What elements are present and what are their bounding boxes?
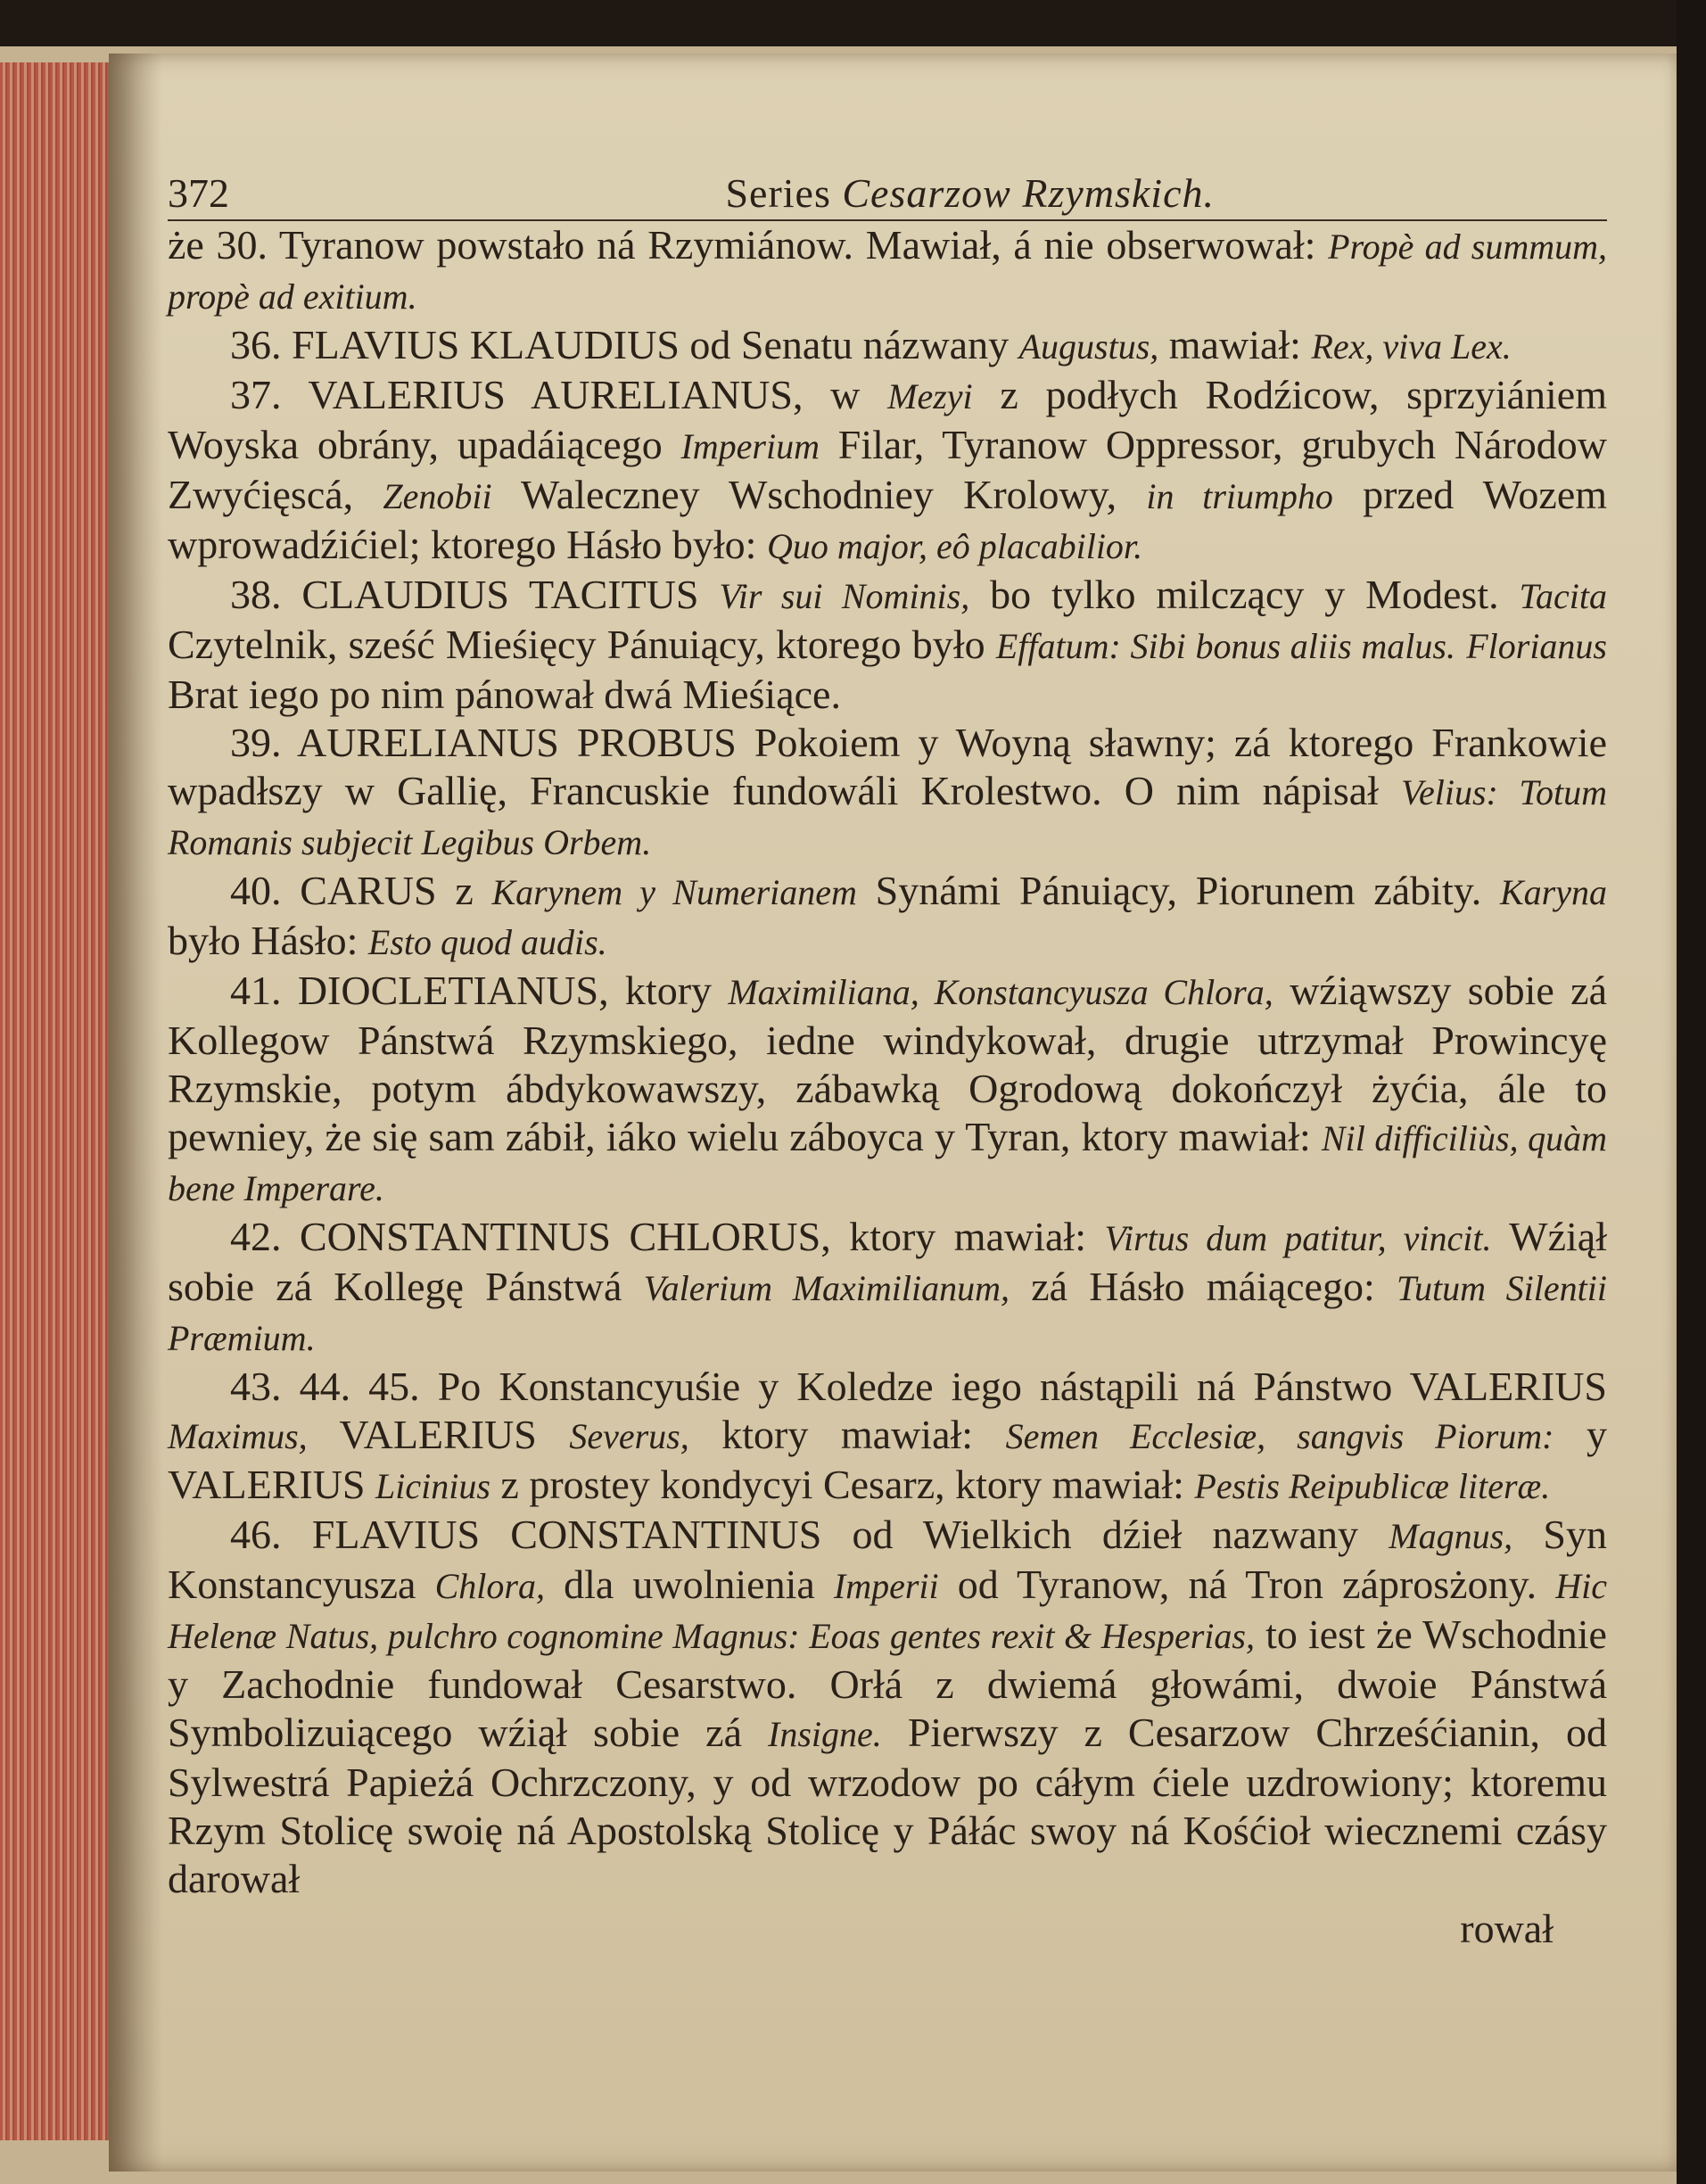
italic-run: Propè ad summum, propè ad exitium. [168, 227, 1607, 317]
text-run: było Hásło: [168, 918, 368, 963]
text-run: to iest że Wschodnie y Zachodnie fundował Cesarstwo. Orłá z dwiemá głowámi, dwoie Pánstwá Symbolizuiącego wźiął sobie zá [168, 1611, 1607, 1755]
text-run: że 30. Tyranow powstało ná Rzymiánow. Mawiał, á nie obserwował: [168, 222, 1329, 268]
paragraph [168, 1363, 1607, 1511]
italic-run: Pestis Reipublicæ literæ. [1194, 1466, 1551, 1506]
italic-run: Valerium Maximilianum, [643, 1268, 1010, 1308]
text-run: Brat iego po nim pánował dwá Mieśiące. [168, 672, 841, 717]
italic-run: Effatum: Sibi bonus aliis malus. [995, 626, 1455, 666]
body-paragraphs [168, 221, 1607, 1903]
text-run: z podłych Rodźicow, sprzyiániem Woyska obrány, upadáiącego [168, 372, 1607, 467]
italic-run: Karynem y Numerianem [491, 872, 857, 912]
running-head [725, 169, 1215, 218]
text-run: VALERIUS [307, 1412, 570, 1457]
italic-run: Tacita [1519, 576, 1608, 616]
text-run: zá Hásło máiącego: [1010, 1264, 1397, 1309]
italic-run: Maximus, [168, 1416, 308, 1456]
italic-run: Florianus [1466, 626, 1607, 666]
text-run: od Tyranow, ná Tron záprosżony. [938, 1562, 1556, 1607]
gutter-shadow [109, 54, 162, 2172]
text-run: ktory mawiał: [688, 1412, 1006, 1457]
page-header [168, 169, 1607, 221]
text-run: Synámi Pánuiący, Piorunem zábity. [856, 868, 1500, 913]
page-text [168, 169, 1607, 1953]
italic-run: Semen Ecclesiæ, sangvis Piorum: [1005, 1416, 1554, 1456]
italic-run: Imperii [833, 1566, 939, 1606]
text-run: Czytelnik, sześć Mieśięcy Pánuiący, ktorego było [168, 622, 996, 667]
text-run: Syn Konstancyusza [168, 1512, 1607, 1607]
italic-run: Insigne. [768, 1714, 882, 1754]
text-run: 41. DIOCLETIANUS, ktory [230, 968, 729, 1013]
page-number: 372 [168, 170, 229, 216]
italic-run: Augustus, [1018, 326, 1159, 367]
text-run: mawiał: [1158, 322, 1312, 367]
paragraph [168, 1511, 1607, 1903]
text-run: 42. CONSTANTINUS CHLORUS, ktory mawiał: [230, 1214, 1105, 1259]
italic-run: Hic Helenæ Natus, pulchro cognomine Magnus: Eoas gentes rexit & Hesperias, [168, 1566, 1607, 1656]
italic-run: in triumpho [1146, 476, 1333, 516]
running-head-title: Cesarzow Rzymskich. [842, 170, 1215, 216]
text-run: Filar, Tyranow Oppressor, grubych Národow Zwyćięscá, [168, 422, 1607, 517]
text-run: 40. CARUS z [230, 868, 492, 913]
text-run: y VALERIUS [168, 1412, 1607, 1507]
italic-run: Esto quod audis. [367, 922, 607, 962]
catchword: rował [1460, 1906, 1554, 1951]
paragraph [168, 867, 1607, 967]
italic-run: Velius: Totum Romanis subjecit Legibus Orbem. [168, 772, 1607, 862]
text-run: 37. VALERIUS AURELIANUS, w [230, 372, 888, 417]
paragraph [168, 967, 1607, 1213]
italic-run: Imperium [680, 426, 820, 466]
text-run: wźiąwszy sobie zá Kollegow Pánstwá Rzymskiego, iedne windykował, drugie utrzymał Prowincyę Rzymskie, potym ábdykowawszy, zábawką Ogrodową dokończył żyćia, ále to pewniey, że się sam zábił, iáko wielu záboyca y Tyran, ktory mawiał: [168, 968, 1607, 1159]
text-run: 39. AURELIANUS PROBUS Pokoiem y Woyną sławny; zá ktorego Frankowie wpadłszy w Gallię, Francuskie fundowáli Krolestwo. O nim nápisał [168, 720, 1607, 813]
text-run: 46. FLAVIUS CONSTANTINUS od Wielkich dźieł nazwany [230, 1512, 1389, 1557]
paragraph [168, 571, 1607, 719]
text-run: dla uwolnienia [544, 1562, 834, 1607]
text-run: przed Wozem wprowadźićiel; ktorego Hásło było: [168, 472, 1608, 567]
italic-run: Rex, viva Lex. [1311, 326, 1512, 367]
italic-run: Quo major, eô placabilior. [766, 526, 1143, 566]
text-run: Waleczney Wschodniey Krolowy, [491, 472, 1147, 517]
text-run: Pierwszy z Cesarzow Chrześćianin, od Sylwestrá Papieżá Ochrzczony, y od wrzodow po cáłym ćiele uzdrowiony; ktoremu Rzym Stolicę swoię ná Apostolską Stolicę y Páłác swoy ná Kośćioł wiecznemi czásy darował [168, 1710, 1607, 1901]
italic-run: Maximiliana, Konstancyusza Chlora, [728, 972, 1273, 1012]
paragraph [168, 221, 1607, 321]
page-edges [0, 62, 110, 2140]
italic-run: Licinius [375, 1466, 490, 1506]
paragraph [168, 321, 1607, 371]
italic-run: Zenobii [383, 476, 492, 516]
italic-run: Chlora, [434, 1566, 545, 1606]
italic-run: Vir sui Nominis, [719, 576, 970, 616]
italic-run: Mezyi [887, 376, 973, 416]
text-run: bo tylko milczący y Modest. [969, 572, 1520, 617]
text-run [1455, 622, 1466, 667]
paragraph [168, 719, 1607, 867]
italic-run: Virtus dum patitur, vincit. [1104, 1218, 1492, 1258]
paragraph [168, 371, 1607, 571]
italic-run: Nil difficiliùs, quàm bene Imperare. [168, 1118, 1607, 1208]
text-run: z prostey kondycyi Cesarz, ktory mawiał: [490, 1462, 1195, 1507]
italic-run: Severus, [569, 1416, 689, 1456]
running-head-series: Series [725, 170, 831, 216]
text-run: 36. FLAVIUS KLAUDIUS od Senatu názwany [230, 322, 1019, 367]
paragraph [168, 1213, 1607, 1363]
italic-run: Karyna [1499, 872, 1607, 912]
text-run: 38. CLAUDIUS TACITUS [230, 572, 720, 617]
dark-border [1677, 0, 1706, 2184]
italic-run: Magnus, [1389, 1516, 1513, 1556]
text-run: Wźiął sobie zá Kollegę Pánstwá [168, 1214, 1607, 1309]
text-run: 43. 44. 45. Po Konstancyuśie y Koledze iego nástąpili ná Pánstwo VALERIUS [230, 1364, 1607, 1409]
italic-run: Tutum Silentii Præmium. [168, 1268, 1607, 1358]
